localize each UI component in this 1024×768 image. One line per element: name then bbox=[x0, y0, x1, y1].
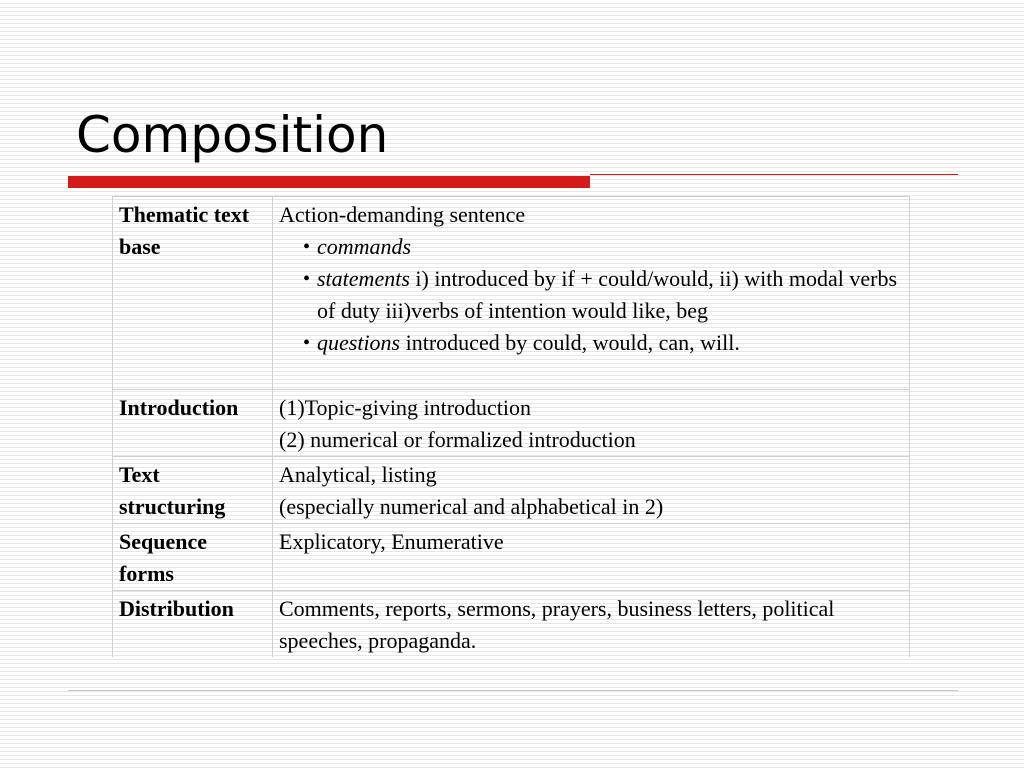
title-underline-bar bbox=[68, 176, 590, 188]
row-label-cell bbox=[113, 457, 273, 524]
row-label: Sequence forms bbox=[119, 529, 207, 586]
composition-table bbox=[112, 196, 910, 657]
bullet-item bbox=[303, 327, 903, 359]
row-content-cell bbox=[273, 390, 910, 457]
row-label: Introduction bbox=[119, 395, 239, 420]
row-line: (1)Topic-giving introduction bbox=[279, 395, 532, 420]
row-line: (2) numerical or formalized introduction bbox=[279, 427, 636, 452]
bullet-text: i) introduced by if + could/would, ii) with modal verbs of duty iii)verbs of intention would like, beg bbox=[317, 266, 898, 323]
table-row bbox=[113, 457, 910, 524]
bullet-text: introduced by could, would, can, will. bbox=[400, 330, 740, 355]
bullet-term: statements bbox=[317, 266, 410, 291]
table-row bbox=[113, 197, 910, 390]
bullet-item bbox=[303, 263, 903, 327]
table-row bbox=[113, 591, 910, 658]
row-label-cell bbox=[113, 524, 273, 591]
row-line: Comments, reports, sermons, prayers, business letters, political speeches, propaganda. bbox=[279, 596, 835, 653]
table-row bbox=[113, 390, 910, 457]
table-row bbox=[113, 524, 910, 591]
footer-divider bbox=[68, 690, 958, 691]
row-line: (especially numerical and alphabetical in 2) bbox=[279, 494, 664, 519]
row-content-cell bbox=[273, 524, 910, 591]
row-label-cell bbox=[113, 390, 273, 457]
cell-spacer bbox=[279, 359, 903, 389]
row-heading: Action-demanding sentence bbox=[279, 202, 526, 227]
row-label: Text structuring bbox=[119, 462, 226, 519]
row-content-cell bbox=[273, 457, 910, 524]
row-label-cell bbox=[113, 591, 273, 658]
row-content-cell bbox=[273, 591, 910, 658]
row-label-cell bbox=[113, 197, 273, 390]
row-label: Distribution bbox=[119, 596, 234, 621]
bullet-item bbox=[303, 231, 903, 263]
row-line: Analytical, listing bbox=[279, 462, 437, 487]
bullet-term: commands bbox=[317, 234, 412, 259]
title-underline-line bbox=[590, 174, 958, 175]
row-label: Thematic text base bbox=[119, 202, 250, 259]
slide-title: Composition bbox=[76, 106, 389, 164]
row-content-cell bbox=[273, 197, 910, 390]
bullet-list bbox=[279, 231, 903, 359]
bullet-term: questions bbox=[317, 330, 401, 355]
title-underline bbox=[68, 174, 958, 188]
row-line: Explicatory, Enumerative bbox=[279, 529, 504, 554]
